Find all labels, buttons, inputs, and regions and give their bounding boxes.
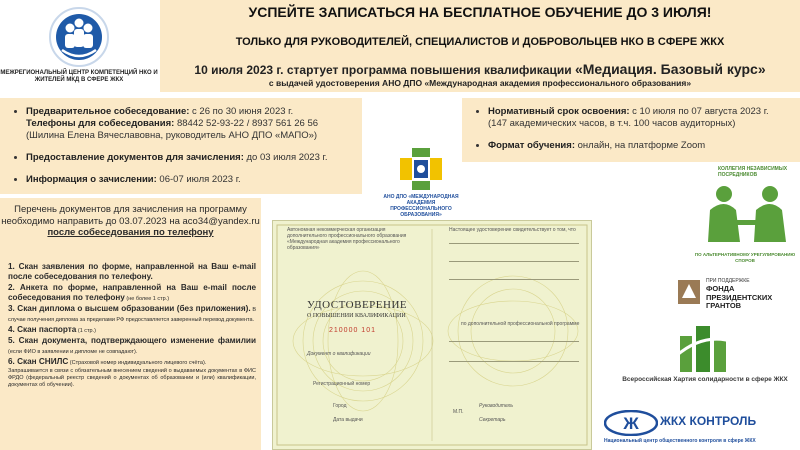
phones-value: 88442 52-93-22 / 8937 561 26 56 <box>174 118 319 129</box>
prelim-label: Предварительное собеседование: <box>26 106 190 117</box>
doc-item-2: 2. Анкета по форме, направленной на Ваш e-mail после собеседования по телефону <box>8 283 256 302</box>
certificate-intro: Настоящее удостоверение свидетельствует о том, что <box>449 227 576 233</box>
doc-item-6: 6. Скан СНИЛС <box>8 357 69 366</box>
guilloche-pattern <box>273 221 591 449</box>
college-subtitle: ПО АЛЬТЕРНАТИВНОМУ УРЕГУЛИРОВАНИЮ СПОРОВ <box>694 252 796 263</box>
housing-charter-logo <box>610 322 800 402</box>
enroll-value: 06-07 июля 2023 г. <box>156 174 241 185</box>
certificate-city: Город <box>333 403 347 409</box>
mapo-logo-caption: АНО ДПО «МЕЖДУНАРОДНАЯ АКАДЕМИЯ ПРОФЕССИОНАЛЬНОГО ОБРАЗОВАНИЯ» <box>383 194 459 218</box>
certificate-line <box>449 341 579 342</box>
headline: УСПЕЙТЕ ЗАПИСАТЬСЯ НА БЕСПЛАТНОЕ ОБУЧЕНИЕ ДО 3 ИЮЛЯ! <box>248 4 712 20</box>
format-value: онлайн, на платформе Zoom <box>574 140 706 151</box>
list-item <box>8 336 256 356</box>
list-item <box>488 106 800 130</box>
list-item <box>8 304 256 324</box>
docs-deadline-value: до 03 июля 2023 г. <box>243 152 328 163</box>
certificate-subtitle: О ПОВЫШЕНИИ КВАЛИФИКАЦИИ <box>307 313 406 319</box>
program-line <box>160 61 800 77</box>
certificate-line <box>449 361 579 362</box>
charter-name: Всероссийская Хартия солидарности в сфере ЖКХ <box>622 376 788 383</box>
info-box-right <box>462 98 800 162</box>
doc-item-3: 3. Скан диплома о высшем образовании (без приложения). <box>8 304 251 313</box>
info-box-left <box>0 98 362 194</box>
doc-item-4-note: (1 стр.) <box>76 328 96 334</box>
documents-heading-text: Перечень документов для зачисления на программу необходимо направить до 03.07.2023 на aco34@yandex.ru <box>1 204 260 227</box>
certificate-line <box>449 261 579 262</box>
list-item <box>8 283 256 303</box>
center-logo-text: МЕЖРЕГИОНАЛЬНЫЙ ЦЕНТР КОМПЕТЕНЦИЙ НКО И ЖИТЕЛЕЙ МКД В СФЕРЕ ЖКХ <box>0 70 158 83</box>
grants-fund-logo <box>676 278 800 318</box>
list-item <box>8 357 256 367</box>
charter-buildings-icon <box>674 322 736 374</box>
doc-item-4: 4. Скан паспорта <box>8 325 77 334</box>
certificate-line <box>449 243 579 244</box>
documents-footer: Запрашивается в связи с обязательным внесением сведений о выдаваемых документах в ФИС ФРДО (федеральный реестр сведений о документах об образовании и (или) квалификации, документах об обучении). <box>8 368 256 388</box>
zhkh-control-subtitle: Национальный центр общественного контроля в сфере ЖКХ <box>604 438 756 444</box>
list-item <box>8 325 256 335</box>
list-item <box>26 152 366 164</box>
documents-heading-note: после собеседования по телефону <box>47 227 214 238</box>
documents-list <box>8 262 256 390</box>
term-label: Нормативный срок освоения: <box>488 106 630 117</box>
doc-item-3-note: В случае получения диплома за пределами РФ предоставляется заверенный перевод документа. <box>8 307 256 323</box>
certificate-reg: Регистрационный номер <box>313 381 371 387</box>
doc-item-6-note: (Страховой номер индивидуального лицевого счёта). <box>68 360 207 366</box>
grants-fund-name: ФОНДА ПРЕЗИДЕНТСКИХ ГРАНТОВ <box>706 284 773 310</box>
doc-item-5: 5. Скан документа, подтверждающего изменение фамилии <box>8 336 256 345</box>
certificate-title: УДОСТОВЕРЕНИЕ <box>307 299 408 311</box>
certificate-program: по дополнительной профессиональной программе <box>461 321 580 327</box>
term-hours: (147 академических часов, в т.ч. 100 часов аудиторных) <box>488 118 736 129</box>
documents-heading <box>0 204 261 239</box>
mapo-logo-icon <box>396 146 446 192</box>
center-logo-icon <box>48 6 110 68</box>
certificate-doc-label: Документ о квалификации <box>307 351 371 357</box>
certificate-line: с выдачей удостоверения АНО ДПО «Международная академия профессионального образования» <box>268 78 692 88</box>
course-name: «Медиация. Базовый курс» <box>574 61 766 77</box>
list-item <box>488 140 800 152</box>
contact-person: (Шилина Елена Вячеславовна, руководитель АНО ДПО «МАПО») <box>26 130 318 141</box>
term-value: с 10 июля по 07 августа 2023 г. <box>629 106 769 117</box>
certificate-number: 210000 101 <box>329 327 376 334</box>
certificate-line <box>449 279 579 280</box>
zhkh-control-name: ЖКХ КОНТРОЛЬ <box>660 414 757 428</box>
phones-label: Телефоны для собеседования: <box>26 118 175 129</box>
doc-item-2-note: (не более 1 стр.) <box>124 296 170 302</box>
college-logo <box>690 166 800 266</box>
certificate-stamp-label: М.П. <box>453 409 464 415</box>
enroll-label: Информация о зачислении: <box>26 174 157 185</box>
list-item <box>8 262 256 282</box>
zhkh-control-logo <box>604 408 800 450</box>
doc-item-5-note: (если ФИО в заявлении и дипломе не совпадают). <box>8 349 138 355</box>
grants-fund-pre: ПРИ ПОДДЕРЖКЕ <box>706 278 750 284</box>
certificate-date: Дата выдачи <box>333 417 363 423</box>
header-banner <box>160 0 800 92</box>
format-label: Формат обучения: <box>488 140 575 151</box>
center-logo <box>0 0 158 92</box>
certificate-secretary: Секретарь <box>479 417 506 423</box>
documents-panel <box>0 198 261 450</box>
mapo-logo <box>378 146 464 220</box>
docs-deadline-label: Предоставление документов для зачисления: <box>26 152 244 163</box>
audience-line: ТОЛЬКО ДЛЯ РУКОВОДИТЕЛЕЙ, СПЕЦИАЛИСТОВ И ДОБРОВОЛЬЦЕВ НКО В СФЕРЕ ЖКХ <box>235 36 725 48</box>
list-item <box>26 174 366 186</box>
grants-fund-icon <box>676 278 702 306</box>
certificate-org: Автономная некоммерческая организация дополнительного профессионального образования «Международная академия профессионального образования» <box>287 227 407 251</box>
zhkh-control-icon <box>604 410 658 436</box>
certificate-image <box>272 220 592 450</box>
doc-item-1: 1. Скан заявления по форме, направленной на Ваш e-mail после собеседования по телефону. <box>8 262 256 281</box>
program-line-pre: 10 июля 2023 г. стартует программа повышения квалификации <box>194 63 575 77</box>
list-item <box>26 106 366 142</box>
svg-text:Ж: Ж <box>623 414 639 433</box>
mediation-people-icon <box>690 180 800 250</box>
prelim-value: с 26 по 30 июня 2023 г. <box>189 106 294 117</box>
certificate-head: Руководитель <box>479 403 514 409</box>
college-name: КОЛЛЕГИЯ НЕЗАВИСИМЫХ ПОСРЕДНИКОВ <box>718 166 788 178</box>
